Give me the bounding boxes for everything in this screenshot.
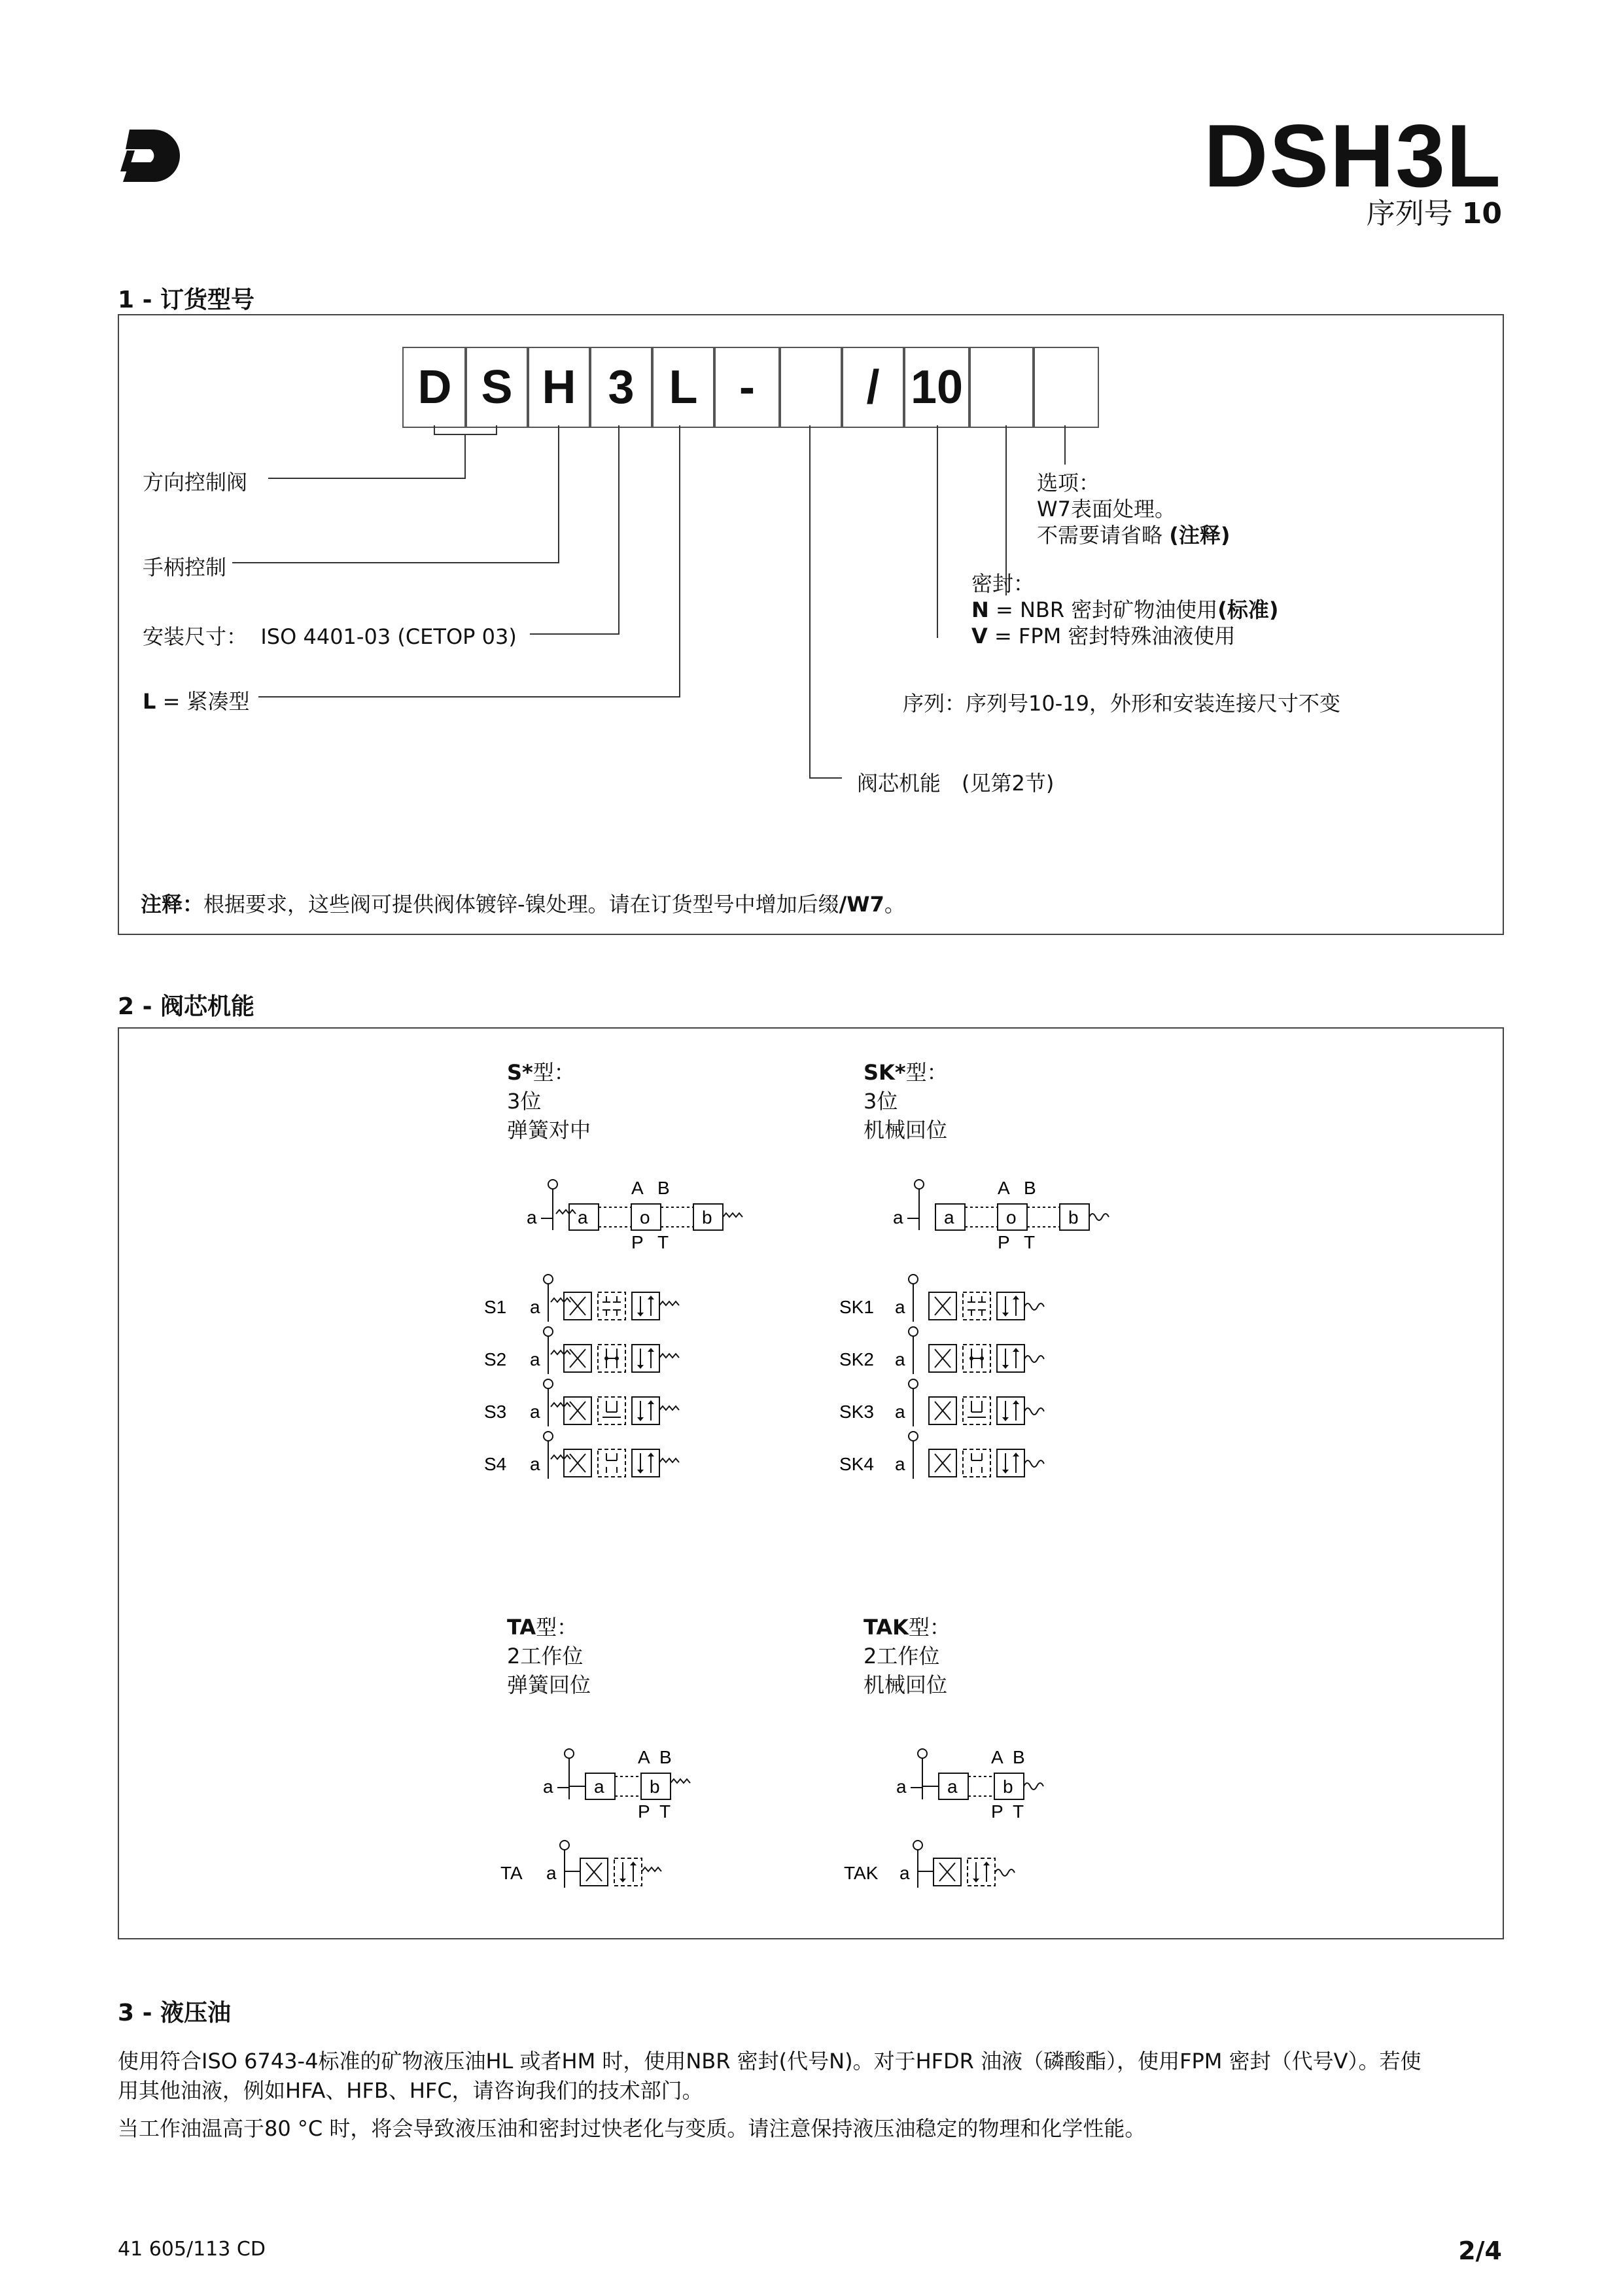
code-cell: D [402, 347, 467, 428]
svg-text:a: a [896, 1776, 907, 1797]
series-label: 序列号 10 [1366, 197, 1502, 230]
symbol-ta-basic [543, 1747, 713, 1819]
svg-text:a: a [530, 1402, 540, 1422]
oil-paragraph-2: 当工作油温高于80 °C 时，将会导致液压油和密封过快老化与变质。请注意保持液压油稳定的物理和化学性能。 [118, 2116, 1146, 2141]
code-cell [778, 347, 843, 428]
label-series: 序列：序列号10-19，外形和安装连接尺寸不变 [903, 691, 1340, 716]
symbol-tak-row [844, 1839, 1066, 1891]
ta-type-caption: TA型： 2工作位 弹簧回位 [507, 1615, 591, 1697]
symbol-s-row [484, 1325, 759, 1377]
svg-text:T: T [1024, 1232, 1036, 1250]
svg-text:b: b [1068, 1207, 1079, 1227]
oil-paragraph-1-line1: 使用符合ISO 6743-4标准的矿物液压油HL 或者HM 时，使用NBR 密封(代号N)。对于HFDR 油液（磷酸酯），使用FPM 密封（代号V）。若使 [118, 2049, 1422, 2074]
symbol-sk-row-label: SK4 [839, 1454, 874, 1474]
symbol-s-row-label: S4 [484, 1454, 507, 1474]
svg-text:b: b [1003, 1776, 1013, 1797]
svg-text:A: A [998, 1178, 1010, 1198]
svg-text:a: a [899, 1863, 910, 1883]
svg-text:a: a [543, 1776, 553, 1797]
svg-text:P: P [991, 1801, 1003, 1819]
label-spool: 阀芯机能 (见第2节) [857, 771, 1055, 796]
svg-text:a: a [530, 1297, 540, 1317]
symbol-s-basic [527, 1178, 749, 1250]
code-cell [1032, 347, 1099, 428]
section2-heading: 2 - 阀芯机能 [118, 993, 255, 1020]
svg-text:a: a [895, 1454, 905, 1474]
svg-text:o: o [1006, 1207, 1017, 1227]
svg-text:T: T [657, 1232, 669, 1250]
svg-text:a: a [947, 1776, 958, 1797]
svg-text:P: P [998, 1232, 1010, 1250]
code-cell [968, 347, 1035, 428]
svg-text:b: b [702, 1207, 712, 1227]
doc-code: 41 605/113 CD [118, 2238, 266, 2261]
symbol-sk-row [839, 1377, 1114, 1430]
symbol-s-row-label: S2 [484, 1349, 507, 1369]
section3-heading: 3 - 液压油 [118, 2000, 232, 2026]
svg-text:B: B [1024, 1178, 1036, 1198]
symbol-s-row [484, 1273, 759, 1325]
symbol-s-row-label: S3 [484, 1402, 507, 1422]
svg-text:a: a [527, 1207, 537, 1227]
oil-paragraph-1-line2: 用其他油液，例如HFA、HFB、HFC，请咨询我们的技术部门。 [118, 2078, 703, 2103]
svg-text:a: a [578, 1207, 588, 1227]
ordering-note: 注释：根据要求，这些阀可提供阀体镀锌-镍处理。请在订货型号中增加后缀/W7。 [141, 892, 905, 917]
symbol-sk-row-label: SK2 [839, 1349, 874, 1369]
label-compact: L = 紧凑型 [143, 689, 250, 714]
svg-text:T: T [659, 1801, 671, 1819]
svg-text:a: a [895, 1297, 905, 1317]
code-cell: S [464, 347, 529, 428]
label-option: 选项： W7表面处理。 不需要请省略 (注释) [1037, 470, 1230, 548]
svg-text:A: A [991, 1747, 1003, 1767]
symbol-sk-row [839, 1325, 1114, 1377]
code-cell: H [527, 347, 591, 428]
svg-text:b: b [650, 1776, 660, 1797]
svg-text:a: a [944, 1207, 954, 1227]
symbol-ta-row [500, 1839, 723, 1891]
symbol-sk-row-label: SK1 [839, 1297, 874, 1317]
symbol-sk-basic [893, 1178, 1115, 1250]
svg-text:a: a [530, 1454, 540, 1474]
code-cell: L [651, 347, 716, 428]
svg-text:B: B [657, 1178, 670, 1198]
symbol-sk-row [839, 1430, 1114, 1482]
tak-type-caption: TAK型： 2工作位 机械回位 [864, 1615, 951, 1697]
svg-text:a: a [895, 1402, 905, 1422]
code-cell: 10 [903, 347, 971, 428]
label-mounting: 安装尺寸： ISO 4401-03 (CETOP 03) [143, 624, 517, 649]
symbol-tak-basic [896, 1747, 1066, 1819]
page-title: DSH3L [1204, 106, 1502, 205]
s-type-caption: S*型： 3位 弹簧对中 [507, 1060, 591, 1142]
svg-text:B: B [659, 1747, 672, 1767]
svg-text:P: P [638, 1801, 650, 1819]
code-cell: 3 [589, 347, 654, 428]
code-cell: / [841, 347, 905, 428]
svg-text:a: a [546, 1863, 557, 1883]
symbol-sk-row-label: SK3 [839, 1402, 874, 1422]
label-directional-valve: 方向控制阀 [143, 470, 248, 495]
sk-type-caption: SK*型： 3位 机械回位 [864, 1060, 948, 1142]
symbol-ta-row-label: TA [500, 1863, 523, 1883]
svg-text:a: a [893, 1207, 903, 1227]
symbol-s-row-label: S1 [484, 1297, 507, 1317]
symbol-s-row [484, 1430, 759, 1482]
symbol-sk-row [839, 1273, 1114, 1325]
svg-text:T: T [1013, 1801, 1024, 1819]
svg-text:P: P [631, 1232, 644, 1250]
svg-text:o: o [640, 1207, 650, 1227]
code-cell: - [713, 347, 781, 428]
svg-text:a: a [895, 1349, 905, 1369]
spool-functions-box [118, 1027, 1504, 1939]
svg-text:A: A [631, 1178, 644, 1198]
symbol-s-row [484, 1377, 759, 1430]
label-seal: 密封： N = NBR 密封矿物油使用(标准) V = FPM 密封特殊油液使用 [971, 571, 1279, 648]
label-handle-control: 手柄控制 [143, 555, 227, 580]
svg-text:a: a [594, 1776, 604, 1797]
svg-text:B: B [1013, 1747, 1025, 1767]
svg-text:a: a [530, 1349, 540, 1369]
svg-text:A: A [638, 1747, 650, 1767]
page-number: 2/4 [1458, 2236, 1502, 2265]
brand-logo [118, 124, 183, 186]
section1-heading: 1 - 订货型号 [118, 287, 255, 313]
symbol-tak-row-label: TAK [844, 1863, 879, 1883]
